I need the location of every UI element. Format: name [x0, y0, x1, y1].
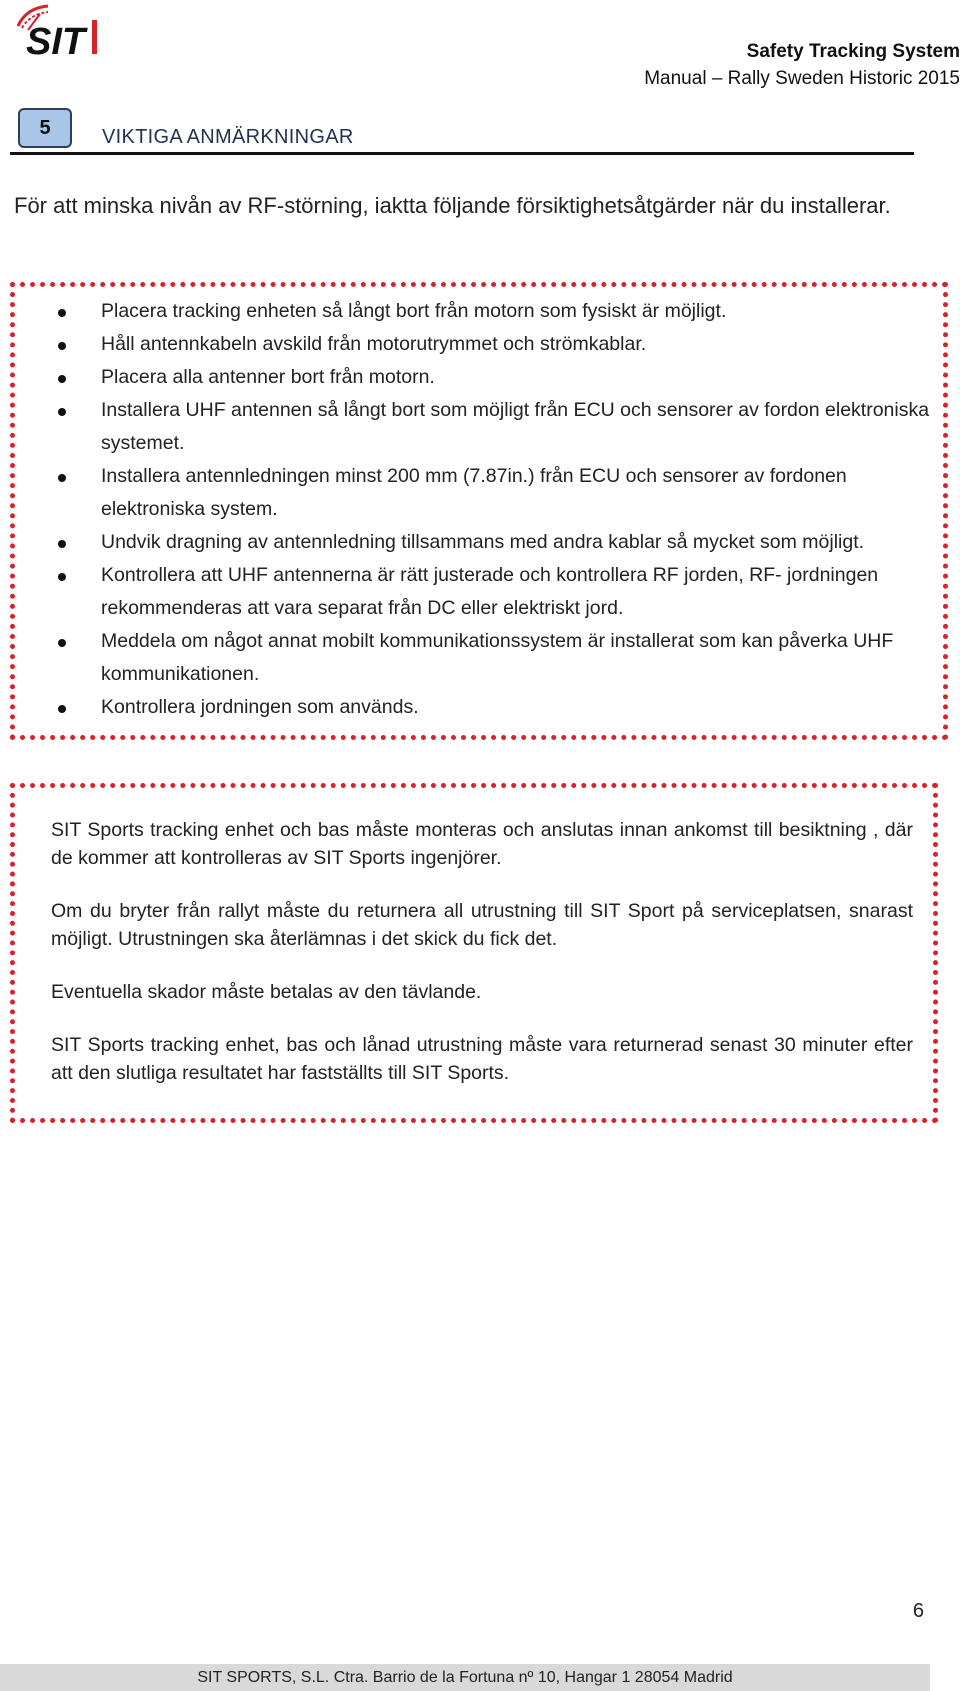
bullet-icon: [58, 705, 66, 713]
bullet-icon: [58, 309, 66, 317]
notes-box: [10, 783, 938, 1123]
list-item: [51, 394, 956, 460]
page-number: 6: [912, 1600, 924, 1622]
notes-list: [51, 816, 913, 1112]
section-number-badge: 5: [18, 108, 72, 148]
list-item-text: Placera tracking enheten så långt bort från motorn som fysiskt är möjligt.: [101, 300, 727, 322]
list-item-text: Undvik dragning av antennledning tillsammans med andra kablar så mycket som möjligt.: [101, 531, 865, 553]
list-item: [51, 559, 956, 625]
bullet-icon: [58, 639, 66, 647]
bullet-icon: [58, 408, 66, 416]
header-title: Safety Tracking System: [746, 41, 960, 62]
svg-text:SIT: SIT: [26, 21, 86, 58]
list-item-text: Meddela om något annat mobilt kommunikationssystem är installerat som kan påverka UHF kommunikationen.: [101, 630, 894, 685]
bullet-icon: [58, 540, 66, 548]
list-item-text: Installera antennledningen minst 200 mm (7.87in.) från ECU och sensorer av fordonen elektroniska system.: [101, 465, 847, 520]
page-footer: SIT SPORTS, S.L. Ctra. Barrio de la Fortuna nº 10, Hangar 1 28054 Madrid: [0, 1664, 930, 1691]
list-item: [51, 691, 956, 724]
list-item: [51, 625, 956, 691]
list-item: [51, 460, 956, 526]
list-item: [51, 526, 956, 559]
section-divider: [10, 152, 914, 155]
note-paragraph: SIT Sports tracking enhet och bas måste monteras och anslutas innan ankomst till besiktning , där de kommer att kontrolleras av SIT Sports ingenjörer.: [51, 819, 913, 869]
note-paragraph: Eventuella skador måste betalas av den tävlande.: [51, 981, 482, 1003]
sit-logo-icon: [14, 4, 104, 58]
precautions-list: [51, 295, 956, 724]
list-item-text: Håll antennkabeln avskild från motorutrymmet och strömkablar.: [101, 333, 647, 355]
header-subtitle: Manual – Rally Sweden Historic 2015: [644, 68, 960, 89]
list-item: [51, 328, 956, 361]
precautions-box: [10, 282, 948, 740]
list-item: [51, 361, 956, 394]
note-paragraph: SIT Sports tracking enhet, bas och lånad utrustning måste vara returnerad senast 30 minuter efter att den slutliga resultatet har fastställts till SIT Sports.: [51, 1034, 913, 1084]
list-item-text: Placera alla antenner bort från motorn.: [101, 366, 435, 388]
bullet-icon: [58, 375, 66, 383]
list-item-text: Installera UHF antennen så långt bort som möjligt från ECU och sensorer av fordon elektroniska systemet.: [101, 399, 930, 454]
bullet-icon: [58, 474, 66, 482]
bullet-icon: [58, 342, 66, 350]
document-header: [540, 40, 960, 91]
note-paragraph: Om du bryter från rallyt måste du returnera all utrustning till SIT Sport på serviceplatsen, snarast möjligt. Utrustningen ska återlämnas i det skick du fick det.: [51, 900, 913, 950]
sit-logo: [14, 4, 104, 58]
intro-paragraph: För att minska nivån av RF-störning, iaktta följande försiktighetsåtgärder när du installerar.: [14, 193, 891, 218]
section-title: VIKTIGA ANMÄRKNINGAR: [102, 126, 354, 148]
list-item: [51, 295, 956, 328]
list-item-text: Kontrollera att UHF antennerna är rätt justerade och kontrollera RF jorden, RF- jordningen rekommenderas att vara separat från DC eller elektriskt jord.: [101, 564, 879, 619]
bullet-icon: [58, 573, 66, 581]
list-item-text: Kontrollera jordningen som används.: [101, 696, 419, 718]
